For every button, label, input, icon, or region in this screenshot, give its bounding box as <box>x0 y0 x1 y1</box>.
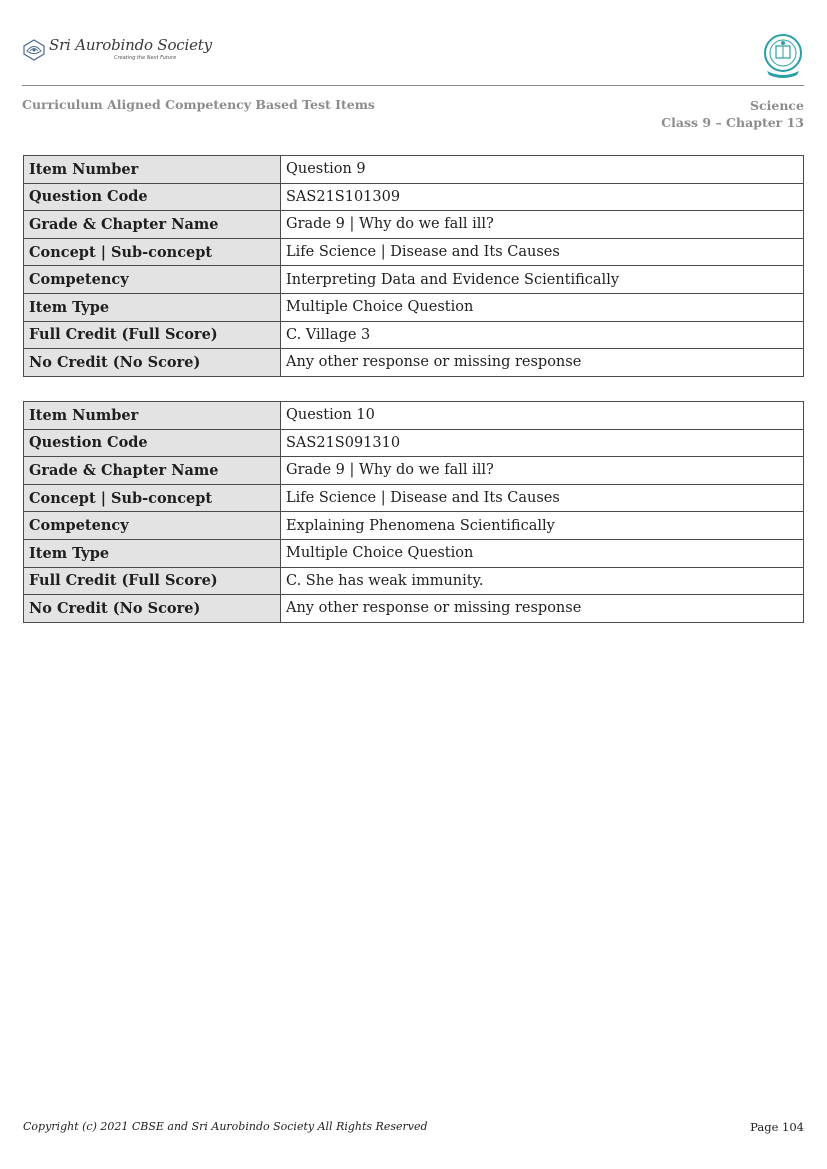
row-value: Life Science | Disease and Its Causes <box>281 238 804 266</box>
row-value: Explaining Phenomena Scientifically <box>281 512 804 540</box>
item-table-question-10 <box>23 401 804 623</box>
org-name: Sri Aurobindo Society <box>49 36 212 54</box>
table-row <box>24 349 804 377</box>
row-value: Life Science | Disease and Its Causes <box>281 484 804 512</box>
row-label: Question Code <box>24 429 281 457</box>
table-row <box>24 183 804 211</box>
row-label: Item Number <box>24 402 281 430</box>
subject-info <box>661 97 804 131</box>
org-tagline: Creating the Next Future <box>114 55 177 61</box>
item-table-question-9 <box>23 155 804 377</box>
row-value: SAS21S091310 <box>281 429 804 457</box>
table-row <box>24 321 804 349</box>
document-title: Curriculum Aligned Competency Based Test Items <box>22 97 375 112</box>
row-value: Multiple Choice Question <box>281 293 804 321</box>
table-row <box>24 595 804 623</box>
row-label: Item Number <box>24 156 281 184</box>
subject-label: Science <box>750 98 804 113</box>
row-label: Item Type <box>24 293 281 321</box>
lotus-emblem-icon <box>22 38 46 62</box>
table-row <box>24 156 804 184</box>
row-value: Interpreting Data and Evidence Scientifically <box>281 266 804 294</box>
row-label: Grade & Chapter Name <box>24 457 281 485</box>
row-label: No Credit (No Score) <box>24 595 281 623</box>
row-label: Concept | Sub-concept <box>24 484 281 512</box>
row-value: Question 9 <box>281 156 804 184</box>
row-label: Concept | Sub-concept <box>24 238 281 266</box>
row-value: Question 10 <box>281 402 804 430</box>
table-row <box>24 484 804 512</box>
row-label: Competency <box>24 512 281 540</box>
row-value: Multiple Choice Question <box>281 539 804 567</box>
row-value: Grade 9 | Why do we fall ill? <box>281 211 804 239</box>
row-label: Full Credit (Full Score) <box>24 567 281 595</box>
table-row <box>24 266 804 294</box>
table-row <box>24 567 804 595</box>
row-value: C. She has weak immunity. <box>281 567 804 595</box>
row-value: Any other response or missing response <box>281 595 804 623</box>
table-row <box>24 539 804 567</box>
row-label: Grade & Chapter Name <box>24 211 281 239</box>
row-value: Any other response or missing response <box>281 349 804 377</box>
header-divider <box>22 85 804 86</box>
table-row <box>24 293 804 321</box>
row-value: Grade 9 | Why do we fall ill? <box>281 457 804 485</box>
table-row <box>24 512 804 540</box>
table-row <box>24 429 804 457</box>
page-number: Page 104 <box>750 1120 804 1134</box>
row-label: Question Code <box>24 183 281 211</box>
row-label: Item Type <box>24 539 281 567</box>
row-value: SAS21S101309 <box>281 183 804 211</box>
table-row <box>24 457 804 485</box>
copyright-notice: Copyright (c) 2021 CBSE and Sri Aurobindo Society All Rights Reserved <box>23 1120 428 1133</box>
table-row <box>24 402 804 430</box>
table-row <box>24 238 804 266</box>
sri-aurobindo-society-logo <box>22 36 212 66</box>
row-label: No Credit (No Score) <box>24 349 281 377</box>
row-label: Full Credit (Full Score) <box>24 321 281 349</box>
table-row <box>24 211 804 239</box>
class-chapter-label: Class 9 – Chapter 13 <box>661 115 804 130</box>
row-value: C. Village 3 <box>281 321 804 349</box>
cbse-emblem-icon <box>761 33 805 81</box>
row-label: Competency <box>24 266 281 294</box>
